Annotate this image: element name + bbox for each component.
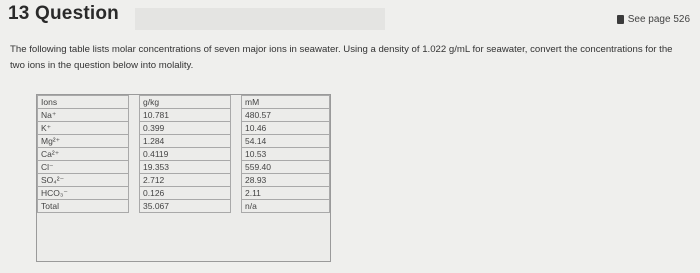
table-row [38, 122, 330, 135]
gkg-cell: 0.126 [140, 187, 231, 200]
ion-cell: Total [38, 200, 129, 213]
table-header-row [38, 96, 330, 109]
ion-cell: Cl⁻ [38, 161, 129, 174]
mm-cell: 10.53 [242, 148, 330, 161]
mm-cell: n/a [242, 200, 330, 213]
ion-cell: Ca²⁺ [38, 148, 129, 161]
ion-cell: SO₄²⁻ [38, 174, 129, 187]
mm-cell: 559.40 [242, 161, 330, 174]
table-row [38, 148, 330, 161]
ion-cell: K⁺ [38, 122, 129, 135]
header-mm: mM [242, 96, 330, 109]
gkg-cell: 10.781 [140, 109, 231, 122]
see-page-label: See page 526 [627, 14, 690, 25]
ion-concentration-table [37, 95, 330, 213]
mm-cell: 2.11 [242, 187, 330, 200]
ion-cell: HCO₃⁻ [38, 187, 129, 200]
table-row [38, 187, 330, 200]
ion-cell: Mg²⁺ [38, 135, 129, 148]
ion-cell: Na⁺ [38, 109, 129, 122]
question-text: The following table lists molar concentrations of seven major ions in seawater. Using a density of 1.022 g/mL for seawater, convert the concentrations for the two ions in the question below into molality. [10, 44, 673, 71]
blurred-area [135, 8, 385, 30]
mm-cell: 480.57 [242, 109, 330, 122]
book-icon [617, 15, 624, 24]
gkg-cell: 0.4119 [140, 148, 231, 161]
mm-cell: 10.46 [242, 122, 330, 135]
gkg-cell: 2.712 [140, 174, 231, 187]
table-row [38, 135, 330, 148]
header-gkg: g/kg [140, 96, 231, 109]
question-title: 13 Question [8, 3, 119, 24]
table-row [38, 109, 330, 122]
header-ions: Ions [38, 96, 129, 109]
mm-cell: 28.93 [242, 174, 330, 187]
gkg-cell: 19.353 [140, 161, 231, 174]
gkg-cell: 1.284 [140, 135, 231, 148]
gkg-cell: 0.399 [140, 122, 231, 135]
mm-cell: 54.14 [242, 135, 330, 148]
ion-table-container [36, 94, 331, 262]
see-page-link[interactable] [617, 14, 690, 25]
table-row [38, 200, 330, 213]
gkg-cell: 35.067 [140, 200, 231, 213]
table-row [38, 161, 330, 174]
table-row [38, 174, 330, 187]
